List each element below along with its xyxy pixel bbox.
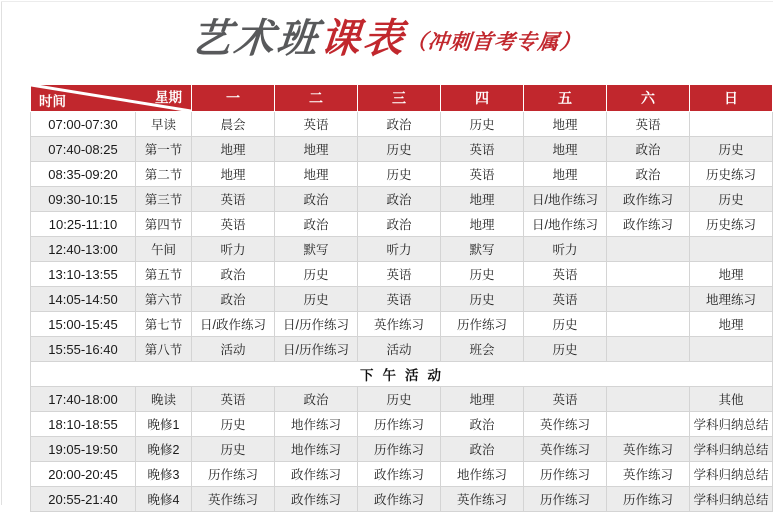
subject-cell [607, 337, 690, 362]
subject-cell: 历史 [358, 137, 441, 162]
subject-cell: 活动 [192, 337, 275, 362]
subject-cell: 地理 [441, 212, 524, 237]
time-cell: 19:05-19:50 [31, 437, 136, 462]
subject-cell: 地理 [192, 162, 275, 187]
subject-cell: 政治 [275, 187, 358, 212]
subject-cell: 班会 [441, 337, 524, 362]
subject-cell: 政治 [275, 387, 358, 412]
subject-cell: 历作练习 [192, 462, 275, 487]
time-cell: 12:40-13:00 [31, 237, 136, 262]
subject-cell: 政作练习 [275, 487, 358, 512]
subject-cell: 历史 [441, 287, 524, 312]
subject-cell: 地理 [524, 112, 607, 137]
period-cell: 晚读 [136, 387, 192, 412]
subject-cell: 地理 [441, 387, 524, 412]
schedule-row [31, 412, 773, 437]
subject-cell: 地理 [275, 137, 358, 162]
subject-cell: 英语 [358, 262, 441, 287]
time-cell: 14:05-14:50 [31, 287, 136, 312]
corner-label-week: 星期 [155, 90, 182, 105]
subject-cell: 历作练习 [524, 462, 607, 487]
title-class-name: 艺术班 [189, 17, 322, 61]
schedule-row [31, 287, 773, 312]
subject-cell [607, 262, 690, 287]
time-cell: 20:00-20:45 [31, 462, 136, 487]
schedule-row [31, 212, 773, 237]
page-title [0, 0, 773, 78]
time-cell: 20:55-21:40 [31, 487, 136, 512]
subject-cell: 听力 [192, 237, 275, 262]
time-cell: 09:30-10:15 [31, 187, 136, 212]
corner-header-cell [31, 85, 192, 112]
period-cell: 第三节 [136, 187, 192, 212]
time-cell: 15:55-16:40 [31, 337, 136, 362]
period-cell: 晚修3 [136, 462, 192, 487]
subject-cell: 历作练习 [524, 487, 607, 512]
period-cell: 第一节 [136, 137, 192, 162]
subject-cell: 地理 [524, 162, 607, 187]
subject-cell: 其他 [690, 387, 773, 412]
time-cell: 13:10-13:55 [31, 262, 136, 287]
period-cell: 午间 [136, 237, 192, 262]
day-header-7: 日 [690, 85, 773, 112]
section-divider-label: 下午活动 [31, 362, 773, 387]
time-cell: 08:35-09:20 [31, 162, 136, 187]
subject-cell [690, 112, 773, 137]
subject-cell: 政治 [358, 112, 441, 137]
subject-cell: 政治 [275, 212, 358, 237]
day-header-3: 三 [358, 85, 441, 112]
schedule-row [31, 337, 773, 362]
period-cell: 晚修4 [136, 487, 192, 512]
schedule-row [31, 162, 773, 187]
subject-cell: 地作练习 [275, 412, 358, 437]
subject-cell [607, 287, 690, 312]
subject-cell: 学科归纳总结 [690, 462, 773, 487]
subject-cell: 历作练习 [358, 437, 441, 462]
subject-cell: 英作练习 [607, 462, 690, 487]
subject-cell: 历史 [524, 312, 607, 337]
schedule-body [31, 112, 773, 512]
period-cell: 第七节 [136, 312, 192, 337]
title-subtitle: （冲刺首考专属） [404, 31, 583, 54]
subject-cell: 历作练习 [441, 312, 524, 337]
subject-cell: 政治 [192, 262, 275, 287]
subject-cell: 默写 [441, 237, 524, 262]
subject-cell: 英语 [607, 112, 690, 137]
subject-cell: 历史 [192, 437, 275, 462]
period-cell: 第八节 [136, 337, 192, 362]
subject-cell: 英作练习 [192, 487, 275, 512]
subject-cell: 日/历作练习 [275, 312, 358, 337]
subject-cell: 英语 [441, 162, 524, 187]
subject-cell: 英作练习 [441, 487, 524, 512]
schedule-table [30, 84, 773, 512]
subject-cell [607, 412, 690, 437]
subject-cell: 地理 [441, 187, 524, 212]
schedule-row [31, 487, 773, 512]
subject-cell: 英语 [358, 287, 441, 312]
day-header-4: 四 [441, 85, 524, 112]
subject-cell: 日/政作练习 [192, 312, 275, 337]
schedule-row [31, 387, 773, 412]
period-cell: 晚修1 [136, 412, 192, 437]
period-cell: 第二节 [136, 162, 192, 187]
subject-cell [607, 312, 690, 337]
day-header-5: 五 [524, 85, 607, 112]
subject-cell: 英语 [441, 137, 524, 162]
period-cell: 第四节 [136, 212, 192, 237]
schedule-row [31, 462, 773, 487]
time-cell: 18:10-18:55 [31, 412, 136, 437]
subject-cell: 活动 [358, 337, 441, 362]
subject-cell [690, 337, 773, 362]
subject-cell: 晨会 [192, 112, 275, 137]
subject-cell: 英语 [524, 287, 607, 312]
title-schedule-word: 课表 [318, 17, 408, 61]
subject-cell: 历史练习 [690, 162, 773, 187]
subject-cell: 听力 [524, 237, 607, 262]
subject-cell: 英作练习 [358, 312, 441, 337]
subject-cell: 历史 [690, 137, 773, 162]
table-header-row [31, 85, 773, 112]
schedule-row [31, 187, 773, 212]
subject-cell: 英语 [192, 387, 275, 412]
subject-cell: 英语 [524, 387, 607, 412]
subject-cell: 历史 [441, 262, 524, 287]
time-cell: 07:40-08:25 [31, 137, 136, 162]
time-cell: 17:40-18:00 [31, 387, 136, 412]
subject-cell: 默写 [275, 237, 358, 262]
schedule-row [31, 112, 773, 137]
subject-cell: 政治 [441, 412, 524, 437]
subject-cell: 历作练习 [607, 487, 690, 512]
subject-cell [607, 237, 690, 262]
subject-cell: 英语 [192, 187, 275, 212]
subject-cell: 日/历作练习 [275, 337, 358, 362]
subject-cell: 学科归纳总结 [690, 487, 773, 512]
period-cell: 第五节 [136, 262, 192, 287]
subject-cell: 政治 [358, 187, 441, 212]
subject-cell: 地理 [690, 312, 773, 337]
subject-cell: 历史 [690, 187, 773, 212]
divider-row [31, 362, 773, 387]
schedule-row [31, 262, 773, 287]
subject-cell: 学科归纳总结 [690, 437, 773, 462]
subject-cell: 学科归纳总结 [690, 412, 773, 437]
subject-cell [690, 237, 773, 262]
period-cell: 第六节 [136, 287, 192, 312]
subject-cell: 政作练习 [607, 187, 690, 212]
subject-cell [607, 387, 690, 412]
subject-cell: 地理 [524, 137, 607, 162]
subject-cell: 政治 [607, 137, 690, 162]
subject-cell: 日/地作练习 [524, 212, 607, 237]
schedule-row [31, 237, 773, 262]
day-header-6: 六 [607, 85, 690, 112]
subject-cell: 地理 [192, 137, 275, 162]
subject-cell: 政治 [192, 287, 275, 312]
day-header-2: 二 [275, 85, 358, 112]
subject-cell: 历史练习 [690, 212, 773, 237]
subject-cell: 历史 [275, 287, 358, 312]
subject-cell: 历史 [524, 337, 607, 362]
day-header-1: 一 [192, 85, 275, 112]
subject-cell: 地作练习 [441, 462, 524, 487]
schedule-row [31, 137, 773, 162]
subject-cell: 历史 [275, 262, 358, 287]
period-cell: 早读 [136, 112, 192, 137]
time-cell: 10:25-11:10 [31, 212, 136, 237]
subject-cell: 历史 [192, 412, 275, 437]
corner-label-time: 时间 [39, 94, 66, 109]
subject-cell: 政作练习 [275, 462, 358, 487]
schedule-row [31, 437, 773, 462]
subject-cell: 历史 [358, 162, 441, 187]
subject-cell: 政作练习 [358, 462, 441, 487]
subject-cell: 英语 [524, 262, 607, 287]
subject-cell: 英作练习 [607, 437, 690, 462]
subject-cell: 地理 [690, 262, 773, 287]
subject-cell: 英作练习 [524, 412, 607, 437]
subject-cell: 历作练习 [358, 412, 441, 437]
subject-cell: 政治 [441, 437, 524, 462]
subject-cell: 听力 [358, 237, 441, 262]
period-cell: 晚修2 [136, 437, 192, 462]
time-cell: 07:00-07:30 [31, 112, 136, 137]
subject-cell: 历史 [441, 112, 524, 137]
subject-cell: 日/地作练习 [524, 187, 607, 212]
subject-cell: 英作练习 [524, 437, 607, 462]
subject-cell: 地作练习 [275, 437, 358, 462]
subject-cell: 历史 [358, 387, 441, 412]
subject-cell: 政治 [607, 162, 690, 187]
subject-cell: 政作练习 [358, 487, 441, 512]
schedule-row [31, 312, 773, 337]
time-cell: 15:00-15:45 [31, 312, 136, 337]
subject-cell: 政作练习 [607, 212, 690, 237]
subject-cell: 英语 [192, 212, 275, 237]
subject-cell: 地理练习 [690, 287, 773, 312]
subject-cell: 英语 [275, 112, 358, 137]
subject-cell: 政治 [358, 212, 441, 237]
subject-cell: 地理 [275, 162, 358, 187]
